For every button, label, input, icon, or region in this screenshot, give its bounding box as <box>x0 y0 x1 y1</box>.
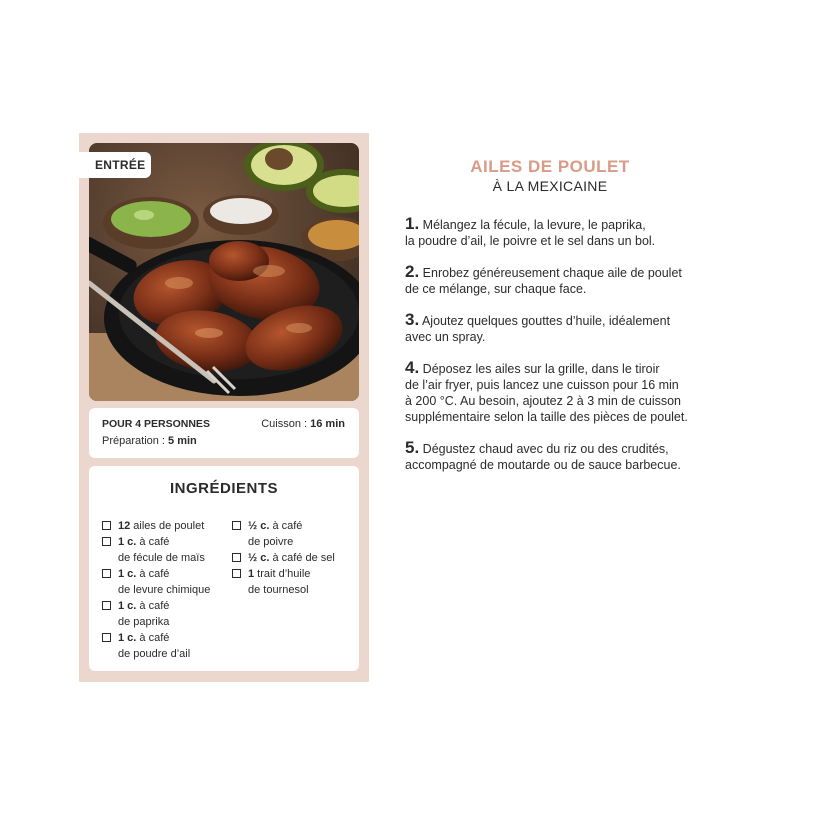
ingredients-column-right <box>232 518 357 598</box>
cook-time <box>261 418 345 430</box>
step-item <box>405 440 705 473</box>
step-number: 1. <box>405 214 420 233</box>
ingredients-heading: INGRÉDIENTS <box>169 480 278 497</box>
ingredient-text: à café <box>136 600 170 612</box>
ingredient-item <box>232 518 357 550</box>
prep-time-value: 5 min <box>168 435 197 447</box>
step-number: 5. <box>405 438 420 457</box>
recipe-card <box>79 133 369 682</box>
ingredient-text-line2: de tournesol <box>248 584 309 596</box>
step-item <box>405 264 705 297</box>
ingredient-text-line2: de paprika <box>118 616 170 628</box>
step-item <box>405 216 705 249</box>
step-text: supplémentaire selon la taille des pièces de poulet. <box>405 410 688 424</box>
ingredient-item <box>232 566 357 598</box>
step-text: accompagné de moutarde ou de sauce barbecue. <box>405 458 681 472</box>
ingredient-text-line2: de poudre d’ail <box>118 648 191 660</box>
ingredient-quantity: 1 c. <box>118 568 137 580</box>
ingredient-quantity: 1 c. <box>118 600 137 612</box>
ingredient-item <box>102 518 227 534</box>
checkbox[interactable] <box>102 537 111 546</box>
checkbox[interactable] <box>232 553 241 562</box>
ingredient-quantity: ½ c. <box>248 520 270 532</box>
step-number: 2. <box>405 262 420 281</box>
checkbox[interactable] <box>102 521 111 530</box>
cook-time-value: 16 min <box>310 418 345 430</box>
recipe-steps <box>405 216 705 488</box>
ingredient-text: ailes de poulet <box>130 520 205 532</box>
category-tag: ENTRÉE <box>79 152 151 178</box>
ingredient-text-line2: de levure chimique <box>118 584 211 596</box>
step-text: la poudre d’ail, le poivre et le sel dans un bol. <box>405 234 656 248</box>
ingredient-text-line2: de fécule de maïs <box>118 552 205 564</box>
checkbox[interactable] <box>102 633 111 642</box>
ingredient-text: à café <box>136 568 170 580</box>
step-text: de l’air fryer, puis lancez une cuisson pour 16 min <box>405 378 679 392</box>
prep-time-label: Préparation : <box>102 435 169 447</box>
ingredient-item <box>102 630 227 662</box>
servings-label: POUR 4 PERSONNES <box>102 418 210 430</box>
step-text: Déposez les ailes sur la grille, dans le tiroir <box>419 362 660 376</box>
ingredient-item <box>232 550 357 566</box>
step-text: à 200 °C. Au besoin, ajoutez 2 à 3 min de cuisson <box>405 394 682 408</box>
ingredient-quantity: 12 <box>118 520 131 532</box>
step-text: Mélangez la fécule, la levure, le paprika, <box>419 218 646 232</box>
prep-time <box>102 435 197 447</box>
dish-photo <box>89 143 359 401</box>
step-text: Ajoutez quelques gouttes d’huile, idéalement <box>419 314 671 328</box>
checkbox[interactable] <box>232 569 241 578</box>
ingredients-column-left <box>102 518 227 662</box>
step-text: Dégustez chaud avec du riz ou des crudités, <box>419 442 669 456</box>
step-item <box>405 312 705 345</box>
ingredient-item <box>102 566 227 598</box>
ingredient-text-line2: de poivre <box>248 536 294 548</box>
step-text: Enrobez généreusement chaque aile de poulet <box>419 266 682 280</box>
step-text: de ce mélange, sur chaque face. <box>405 282 587 296</box>
step-text: avec un spray. <box>405 330 486 344</box>
ingredient-quantity: 1 c. <box>118 536 137 548</box>
step-number: 4. <box>405 358 420 377</box>
ingredients-box <box>89 466 359 671</box>
checkbox[interactable] <box>102 569 111 578</box>
ingredient-item <box>102 534 227 566</box>
ingredient-quantity: ½ c. <box>248 552 270 564</box>
recipe-title-sub: À LA MEXICAINE <box>492 178 608 194</box>
ingredient-quantity: 1 c. <box>118 632 137 644</box>
ingredient-quantity: 1 <box>248 568 255 580</box>
ingredient-text: trait d’huile <box>254 568 311 580</box>
checkbox[interactable] <box>232 521 241 530</box>
ingredient-text: à café de sel <box>269 552 335 564</box>
ingredient-text: à café <box>269 520 303 532</box>
step-number: 3. <box>405 310 420 329</box>
checkbox[interactable] <box>102 601 111 610</box>
recipe-info-box <box>89 408 359 458</box>
ingredient-text: à café <box>136 536 170 548</box>
recipe-title <box>405 157 695 194</box>
step-item <box>405 360 705 425</box>
ingredient-text: à café <box>136 632 170 644</box>
ingredient-item <box>102 598 227 630</box>
cook-time-label: Cuisson : <box>261 418 311 430</box>
recipe-title-main: AILES DE POULET <box>470 157 630 176</box>
